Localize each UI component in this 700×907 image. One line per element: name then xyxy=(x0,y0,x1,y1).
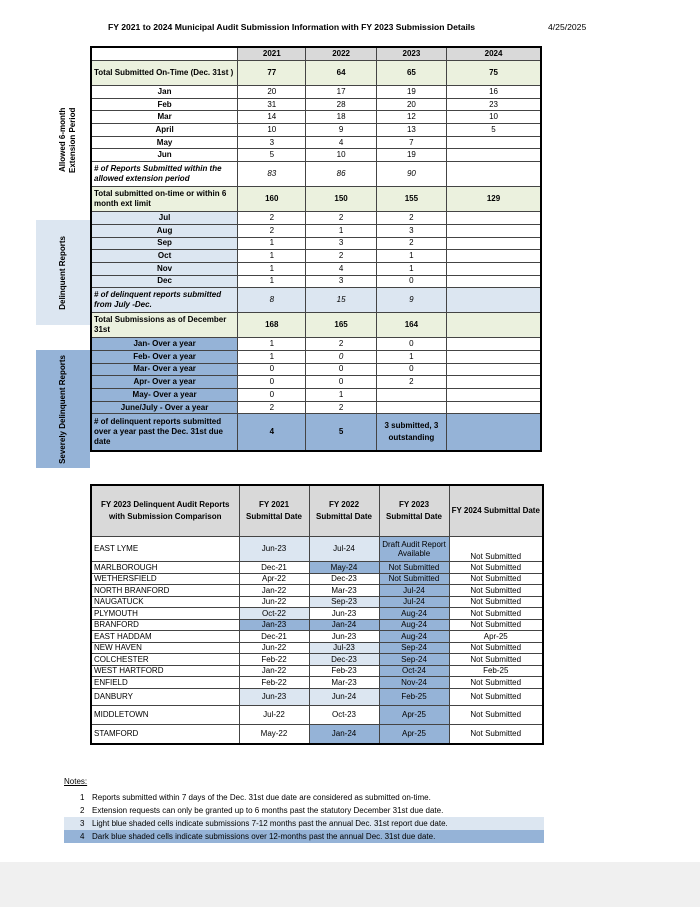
row-label: Jan- Over a year xyxy=(91,338,238,351)
cell: 0 xyxy=(306,363,376,376)
cell: 14 xyxy=(238,111,306,124)
table-row xyxy=(91,389,541,402)
cell xyxy=(447,136,541,149)
cell: 19 xyxy=(376,149,446,162)
cell: 1 xyxy=(306,224,376,237)
municipality: BRANFORD xyxy=(91,619,239,631)
table-header-row xyxy=(91,47,541,61)
table-row xyxy=(91,61,541,86)
row-label: Mar- Over a year xyxy=(91,363,238,376)
cell: 0 xyxy=(376,363,446,376)
header-cell: FY 2022 Submittal Date xyxy=(309,485,379,537)
cell: 1 xyxy=(238,237,306,250)
cell: Jul-23 xyxy=(309,642,379,654)
row-label: May xyxy=(91,136,238,149)
cell: Dec-21 xyxy=(239,631,309,643)
table-header-row xyxy=(91,485,543,537)
cell: 2 xyxy=(238,212,306,225)
cell: Not Submitted xyxy=(449,608,543,620)
page-bottom-margin xyxy=(0,862,700,907)
table-row xyxy=(91,414,541,452)
table-row xyxy=(91,275,541,288)
report-title: FY 2021 to 2024 Municipal Audit Submission Information with FY 2023 Submission Details xyxy=(108,22,476,32)
row-label: Total Submissions as of December 31st xyxy=(91,313,238,338)
row-label: Total submitted on-time or within 6 month ext limit xyxy=(91,187,238,212)
row-label: # of delinquent reports submitted over a year past the Dec. 31st due date xyxy=(91,414,238,452)
cell: Aug-24 xyxy=(379,608,449,620)
cell: Not Submitted xyxy=(449,573,543,585)
cell: Dec-23 xyxy=(309,654,379,666)
cell xyxy=(447,338,541,351)
cell: 2 xyxy=(238,401,306,414)
municipality: EAST LYME xyxy=(91,537,239,562)
cell: 2 xyxy=(306,212,376,225)
cell: Sep-24 xyxy=(379,642,449,654)
cell: Dec-23 xyxy=(309,573,379,585)
row-label: Jan xyxy=(91,86,238,99)
cell: 1 xyxy=(306,389,376,402)
header-year: 2022 xyxy=(306,47,376,61)
table-row xyxy=(91,313,541,338)
municipality: COLCHESTER xyxy=(91,654,239,666)
cell: 65 xyxy=(376,61,446,86)
cell: 75 xyxy=(447,61,541,86)
row-label: Mar xyxy=(91,111,238,124)
cell: 165 xyxy=(306,313,376,338)
table-row xyxy=(91,262,541,275)
cell: 1 xyxy=(238,262,306,275)
cell: Not Submitted xyxy=(449,688,543,705)
cell: 0 xyxy=(238,389,306,402)
municipality: WETHERSFIELD xyxy=(91,573,239,585)
notes-title: Notes: xyxy=(64,777,88,786)
cell: 31 xyxy=(238,98,306,111)
cell: 2 xyxy=(238,224,306,237)
side-label-delinquent: Delinquent Reports xyxy=(36,220,90,325)
table-row xyxy=(91,665,543,677)
cell: Not Submitted xyxy=(449,654,543,666)
municipality: NEW HAVEN xyxy=(91,642,239,654)
cell xyxy=(447,313,541,338)
cell xyxy=(447,262,541,275)
table-row xyxy=(91,212,541,225)
cell: 0 xyxy=(306,350,376,363)
cell xyxy=(447,376,541,389)
cell: 86 xyxy=(306,162,376,187)
cell xyxy=(447,224,541,237)
cell: 77 xyxy=(238,61,306,86)
cell: 9 xyxy=(376,288,446,313)
cell: Not Submitted xyxy=(449,562,543,574)
cell: 20 xyxy=(376,98,446,111)
note-number: 4 xyxy=(80,832,85,841)
row-label: Oct xyxy=(91,250,238,263)
municipality: NAUGATUCK xyxy=(91,596,239,608)
cell xyxy=(447,350,541,363)
cell: Apr-25 xyxy=(379,705,449,724)
row-label: Feb- Over a year xyxy=(91,350,238,363)
cell: May-24 xyxy=(309,562,379,574)
table-row xyxy=(91,224,541,237)
cell: Feb-25 xyxy=(449,665,543,677)
cell: 83 xyxy=(238,162,306,187)
cell: Mar-23 xyxy=(309,585,379,597)
cell: Jul-24 xyxy=(379,596,449,608)
row-label: June/July - Over a year xyxy=(91,401,238,414)
cell: 129 xyxy=(447,187,541,212)
cell: Aug-24 xyxy=(379,631,449,643)
table-row xyxy=(91,350,541,363)
table-row xyxy=(91,585,543,597)
submission-summary-table xyxy=(90,46,542,452)
row-label: # of Reports Submitted within the allowed extension period xyxy=(91,162,238,187)
table-row xyxy=(91,401,541,414)
table-row xyxy=(91,162,541,187)
row-label: Sep xyxy=(91,237,238,250)
note-text: Reports submitted within 7 days of the Dec. 31st due date are considered as submitted on-time. xyxy=(92,793,431,802)
header-year: 2024 xyxy=(447,47,541,61)
table-row xyxy=(91,250,541,263)
cell: 13 xyxy=(376,124,446,137)
municipality: WEST HARTFORD xyxy=(91,665,239,677)
cell: 0 xyxy=(376,275,446,288)
cell: 155 xyxy=(376,187,446,212)
note-text: Extension requests can only be granted up to 6 months past the statutory December 31st due date. xyxy=(92,806,444,815)
header-blank xyxy=(91,47,238,61)
side-label-extension: Allowed 6-month Extension Period xyxy=(58,107,77,173)
cell: Oct-22 xyxy=(239,608,309,620)
cell: Jan-22 xyxy=(239,665,309,677)
note-item xyxy=(64,817,544,830)
cell: 23 xyxy=(447,98,541,111)
table-row xyxy=(91,631,543,643)
cell: 17 xyxy=(306,86,376,99)
cell: 1 xyxy=(238,275,306,288)
cell: Not Submitted xyxy=(379,562,449,574)
cell: Aug-24 xyxy=(379,619,449,631)
cell: 20 xyxy=(238,86,306,99)
cell: Jan-22 xyxy=(239,585,309,597)
cell xyxy=(447,389,541,402)
row-label: Aug xyxy=(91,224,238,237)
notes-section xyxy=(64,777,544,843)
table-row xyxy=(91,654,543,666)
note-item xyxy=(64,830,544,843)
cell: Jun-23 xyxy=(309,631,379,643)
cell xyxy=(447,237,541,250)
cell: 18 xyxy=(306,111,376,124)
cell: Not Submitted xyxy=(449,642,543,654)
cell xyxy=(376,401,446,414)
row-label: Total Submitted On-Time (Dec. 31st ) xyxy=(91,61,238,86)
cell: 4 xyxy=(306,262,376,275)
cell: Dec-21 xyxy=(239,562,309,574)
table-row xyxy=(91,573,543,585)
cell: 1 xyxy=(238,350,306,363)
cell: 28 xyxy=(306,98,376,111)
cell: Sep-24 xyxy=(379,654,449,666)
table-row xyxy=(91,724,543,744)
row-label: # of delinquent reports submitted from July -Dec. xyxy=(91,288,238,313)
cell: Feb-22 xyxy=(239,677,309,689)
cell: 7 xyxy=(376,136,446,149)
side-label-severe: Severely Delinquent Reports xyxy=(36,350,90,468)
cell: Jun-22 xyxy=(239,642,309,654)
municipality: MIDDLETOWN xyxy=(91,705,239,724)
row-label: Dec xyxy=(91,275,238,288)
cell: 0 xyxy=(376,338,446,351)
row-label: Jul xyxy=(91,212,238,225)
cell: 8 xyxy=(238,288,306,313)
cell: 3 xyxy=(306,237,376,250)
cell xyxy=(447,275,541,288)
report-date: 4/25/2025 xyxy=(548,22,587,32)
cell: Feb-25 xyxy=(379,688,449,705)
cell: Feb-23 xyxy=(309,665,379,677)
cell: Jun-24 xyxy=(309,688,379,705)
table-row xyxy=(91,86,541,99)
note-text: Light blue shaded cells indicate submissions 7-12 months past the annual Dec. 31st report due date. xyxy=(92,819,448,828)
cell: Jun-23 xyxy=(239,688,309,705)
cell: Jul-24 xyxy=(379,585,449,597)
cell: Not Submitted xyxy=(449,619,543,631)
cell: 10 xyxy=(306,149,376,162)
municipality: STAMFORD xyxy=(91,724,239,744)
cell: 2 xyxy=(306,250,376,263)
cell: Not Submitted xyxy=(449,724,543,744)
cell: Jun-22 xyxy=(239,596,309,608)
table-row xyxy=(91,124,541,137)
delinquent-comparison-table xyxy=(90,484,544,745)
cell: 5 xyxy=(238,149,306,162)
cell: 3 xyxy=(238,136,306,149)
cell xyxy=(447,212,541,225)
table-row xyxy=(91,596,543,608)
note-number: 2 xyxy=(80,806,85,815)
cell: 0 xyxy=(238,376,306,389)
table-row xyxy=(91,376,541,389)
table-row xyxy=(91,338,541,351)
municipality: PLYMOUTH xyxy=(91,608,239,620)
cell: 15 xyxy=(306,288,376,313)
table-row xyxy=(91,688,543,705)
cell: 0 xyxy=(238,363,306,376)
table-row xyxy=(91,136,541,149)
cell: 12 xyxy=(376,111,446,124)
row-label: Apr- Over a year xyxy=(91,376,238,389)
cell: 2 xyxy=(376,212,446,225)
cell: Jan-24 xyxy=(309,619,379,631)
cell: 16 xyxy=(447,86,541,99)
cell: 3 xyxy=(306,275,376,288)
cell: May-22 xyxy=(239,724,309,744)
table-row xyxy=(91,608,543,620)
cell: 2 xyxy=(306,401,376,414)
cell: 2 xyxy=(376,376,446,389)
header-year: 2023 xyxy=(376,47,446,61)
table-row xyxy=(91,288,541,313)
municipality: EAST HADDAM xyxy=(91,631,239,643)
cell: 90 xyxy=(376,162,446,187)
note-item xyxy=(64,791,544,804)
cell: 2 xyxy=(306,338,376,351)
cell: 1 xyxy=(376,262,446,275)
cell: Not Submitted xyxy=(449,537,543,562)
cell: Feb-22 xyxy=(239,654,309,666)
cell xyxy=(376,389,446,402)
table-row xyxy=(91,187,541,212)
table-row xyxy=(91,537,543,562)
cell: Jun-23 xyxy=(239,537,309,562)
cell: 1 xyxy=(238,338,306,351)
cell: Draft Audit Report Available xyxy=(379,537,449,562)
cell: 2 xyxy=(376,237,446,250)
header-cell: FY 2023 Delinquent Audit Reports with Submission Comparison xyxy=(91,485,239,537)
cell: Nov-24 xyxy=(379,677,449,689)
cell: 5 xyxy=(306,414,376,452)
cell: Jun-23 xyxy=(309,608,379,620)
municipality: MARLBOROUGH xyxy=(91,562,239,574)
cell: 3 submitted, 3 outstanding xyxy=(376,414,446,452)
table-row xyxy=(91,237,541,250)
row-label: Feb xyxy=(91,98,238,111)
municipality: ENFIELD xyxy=(91,677,239,689)
cell: 19 xyxy=(376,86,446,99)
municipality: NORTH BRANFORD xyxy=(91,585,239,597)
cell: 64 xyxy=(306,61,376,86)
cell: 4 xyxy=(238,414,306,452)
row-label: Nov xyxy=(91,262,238,275)
cell xyxy=(447,414,541,452)
cell: Jul-22 xyxy=(239,705,309,724)
table-row xyxy=(91,111,541,124)
table-row xyxy=(91,642,543,654)
table-row xyxy=(91,149,541,162)
note-number: 3 xyxy=(80,819,85,828)
cell: 168 xyxy=(238,313,306,338)
cell xyxy=(447,250,541,263)
cell xyxy=(447,288,541,313)
cell: 5 xyxy=(447,124,541,137)
cell: 150 xyxy=(306,187,376,212)
table-row xyxy=(91,363,541,376)
cell: Apr-25 xyxy=(379,724,449,744)
cell: Not Submitted xyxy=(379,573,449,585)
row-label: May- Over a year xyxy=(91,389,238,402)
table-row xyxy=(91,677,543,689)
row-label: Jun xyxy=(91,149,238,162)
table-row xyxy=(91,619,543,631)
cell: Jul-24 xyxy=(309,537,379,562)
municipality: DANBURY xyxy=(91,688,239,705)
cell: Not Submitted xyxy=(449,596,543,608)
header-year: 2021 xyxy=(238,47,306,61)
cell: Jan-23 xyxy=(239,619,309,631)
cell: Not Submitted xyxy=(449,677,543,689)
note-item xyxy=(64,804,544,817)
header-cell: FY 2023 Submittal Date xyxy=(379,485,449,537)
cell: Sep-23 xyxy=(309,596,379,608)
cell: 9 xyxy=(306,124,376,137)
table-row xyxy=(91,98,541,111)
cell: 1 xyxy=(376,250,446,263)
cell: 0 xyxy=(306,376,376,389)
cell: Not Submitted xyxy=(449,705,543,724)
cell: Mar-23 xyxy=(309,677,379,689)
cell: 10 xyxy=(447,111,541,124)
cell: Apr-22 xyxy=(239,573,309,585)
cell: 160 xyxy=(238,187,306,212)
cell: 10 xyxy=(238,124,306,137)
table-row xyxy=(91,705,543,724)
cell: Apr-25 xyxy=(449,631,543,643)
cell: 3 xyxy=(376,224,446,237)
cell: 1 xyxy=(238,250,306,263)
cell: 4 xyxy=(306,136,376,149)
cell: Jan-24 xyxy=(309,724,379,744)
note-number: 1 xyxy=(80,793,85,802)
header-cell: FY 2021 Submittal Date xyxy=(239,485,309,537)
cell: Oct-24 xyxy=(379,665,449,677)
cell: Oct-23 xyxy=(309,705,379,724)
row-label: April xyxy=(91,124,238,137)
cell: 164 xyxy=(376,313,446,338)
cell xyxy=(447,162,541,187)
header-cell: FY 2024 Submittal Date xyxy=(449,485,543,537)
note-text: Dark blue shaded cells indicate submissions over 12-months past the annual Dec. 31st due date. xyxy=(92,832,436,841)
cell xyxy=(447,401,541,414)
table-row xyxy=(91,562,543,574)
cell xyxy=(447,363,541,376)
cell xyxy=(447,149,541,162)
cell: Not Submitted xyxy=(449,585,543,597)
cell: 1 xyxy=(376,350,446,363)
